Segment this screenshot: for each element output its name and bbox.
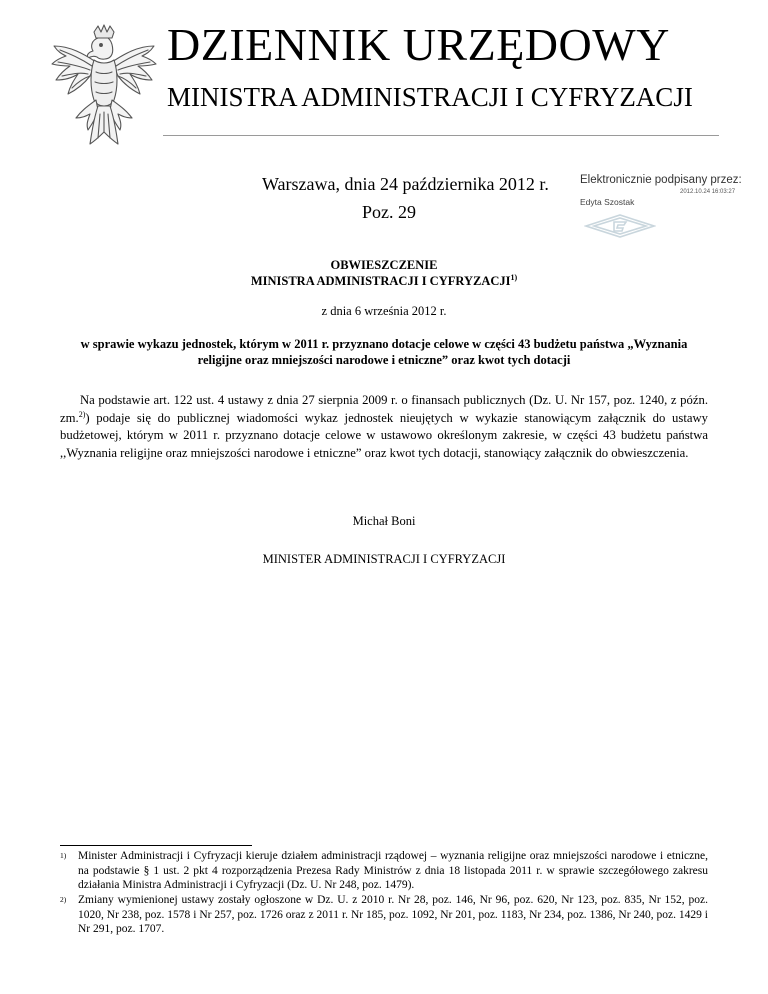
signatory-title: MINISTER ADMINISTRACJI I CYFRYZACJI bbox=[262, 552, 506, 566]
document-issuer: MINISTRA ADMINISTRACJI I CYFRYZACJI bbox=[250, 274, 511, 289]
signature-timestamp: 2012.10.24 16:03:27 bbox=[680, 189, 736, 195]
footnote-divider bbox=[60, 845, 252, 846]
body-text-part2: ) podaje się do publicznej wiadomości wykaz jednostek nieujętych w wykazie stanowiącym załącznik do ustawy budżetowej, którym w 2011 r. przyznano dotacje celowe w ustawowo określonym zakresie, w części 43 budżetu państwa ,,Wyznania religijne oraz mniejszości narodowe i etniczne” oraz kwot tych dotacji, stanowiący załącznik do obwieszczenia. bbox=[60, 410, 708, 460]
footnote-text: Zmiany wymienionej ustawy zostały ogłoszone w Dz. U. z 2010 r. Nr 28, poz. 146, Nr 96, poz. 620, Nr 123, poz. 835, Nr 152, poz. 1020, Nr 238, poz. 1578 i Nr 257, poz. 1726 oraz z 2011 r. Nr 185, poz. 1092, Nr 201, poz. 1183, Nr 234, poz. 1386, Nr 240, poz. 1429 i Nr 291, poz. 1707. bbox=[78, 894, 708, 936]
signatory-name: Michał Boni bbox=[352, 514, 416, 528]
footnote-ref-1: 1) bbox=[510, 273, 518, 283]
signature-label: Elektronicznie podpisany przez: bbox=[580, 174, 742, 186]
footnote-1 bbox=[60, 849, 708, 893]
journal-subtitle: MINISTRA ADMINISTRACJI I CYFRYZACJI bbox=[167, 82, 693, 112]
footnote-number: 2) bbox=[60, 895, 67, 904]
body-text-part1: Na podstawie art. 122 ust. 4 ustawy z dnia 27 sierpnia 2009 r. o finansach publicznych (Dz. U. Nr 157, poz. 1240, z późn. zm. bbox=[60, 393, 708, 425]
position-number: Poz. 29 bbox=[362, 202, 416, 222]
document-type-heading bbox=[0, 257, 768, 290]
document-date: z dnia 6 września 2012 r. bbox=[321, 304, 447, 318]
issue-date: Warszawa, dnia 24 października 2012 r. bbox=[262, 174, 549, 194]
document-body bbox=[60, 392, 708, 462]
document-type-line2 bbox=[0, 273, 768, 289]
signature-watermark-icon bbox=[584, 213, 656, 239]
document-subject: w sprawie wykazu jednostek, którym w 2011 r. przyznano dotacje celowe w części 43 budżetu państwa „Wyznania religijne oraz mniejszości narodowe i etniczne” oraz kwot tych dotacji bbox=[80, 337, 688, 367]
journal-title: DZIENNIK URZĘDOWY bbox=[167, 19, 670, 70]
footnote-ref-2: 2) bbox=[78, 409, 86, 419]
document-type-line1: OBWIESZCZENIE bbox=[330, 258, 438, 272]
footnote-number: 1) bbox=[60, 851, 67, 860]
eagle-emblem-icon bbox=[48, 24, 160, 152]
footnote-text: Minister Administracji i Cyfryzacji kieruje działem administracji rządowej – wyznania religijne oraz mniejszości narodowe i etniczne, na podstawie § 1 ust. 2 pkt 4 rozporządzenia Prezesa Rady Ministrów z dnia 18 listopada 2011 r. w sprawie szczegółowego zakresu działania Ministra Administracji i Cyfryzacji (Dz. U. Nr 248, poz. 1479). bbox=[78, 850, 708, 892]
header-divider bbox=[163, 135, 719, 136]
footnote-2 bbox=[60, 893, 708, 937]
signer-name: Edyta Szostak bbox=[580, 197, 635, 207]
